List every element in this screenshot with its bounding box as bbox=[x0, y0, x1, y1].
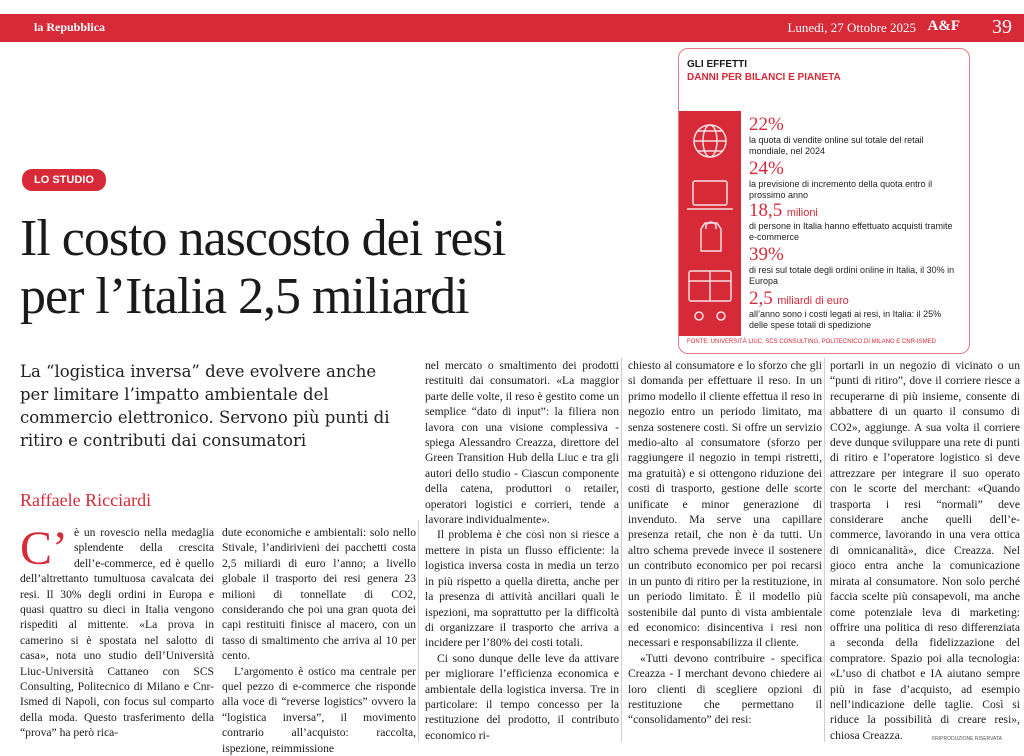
paragraph: «Tutti devono contribuire - specifica Creazza - I merchant devono chiedere ai loro clienti di scegliere opzioni di restituzione che permettano il “consolidamento” dei resi: bbox=[628, 651, 822, 727]
page-header bbox=[0, 14, 1024, 42]
stat-item bbox=[749, 115, 959, 157]
infographic-box bbox=[678, 48, 970, 354]
paragraph: Ci sono dunque delle leve da attivare per migliorare l’efficienza economica e ambientale della logistica inversa. Tre in particolare: il tempo concesso per la restituzione del prodotto, il contributo economico ri- bbox=[425, 651, 619, 742]
headline-line-1: Il costo nascosto dei resi bbox=[20, 210, 506, 267]
paragraph: Il problema è che così non si riesce a mettere in pista un flusso efficiente: la logistica inversa costa in media un terzo in più rispetto a quella diretta, anche per la presenza di attività ancillari quali le ispezioni, ma soprattutto per la difficoltà di organizzare il trasporto che arriva a incidere per l’80% dei costi totali. bbox=[425, 528, 619, 650]
stat-description: di resi sul totale degli ordini online in Italia, il 30% in Europa bbox=[749, 265, 955, 286]
stat-item bbox=[749, 245, 959, 287]
stat-value: 24% bbox=[749, 158, 784, 179]
paragraph: nel mercato o smaltimento dei prodotti restituiti dai consumatori. «La maggior parte delle volte, il reso è gestito come un semplice “dato di input”: la filiera non lavora con una visione complessiva - spiega Alessandro Creazza, direttore del Green Transition Hub della Liuc e tra gli autori dello studio - Ciascun componente della catena, produttori o retailer, operatori logistici e corrieri, tende a lavorare individualmente». bbox=[425, 359, 619, 527]
copyright-notice: ©RIPRODUZIONE RISERVATA bbox=[931, 736, 1002, 742]
stat-value: 2,5 bbox=[749, 288, 773, 309]
column-divider bbox=[824, 358, 825, 742]
paragraph: chiesto al consumatore e lo sforzo che gli si domanda per effettuare il reso. In un primo modello il cliente effettua il reso in negozio entro un periodo limitato, ma senza sostenere costi. Si offre un servizio medio-alto al consumatore (sforzo per raggiungere il negozio in tempi ristretti, ma gratuità) e si ottengono riduzione dei costi di trasporto, gestione delle scorte unificate e minor generazione di invenduto. Ma serve una capillare presenza retail, che non è da tutti. Un altro schema prevede invece il sostenere un contributo economico per poi recarsi in un punto di ritiro per la restituzione, in un periodo limitato. È il modello più sostenibile dal punto di vista ambientale ed economico: disincentiva i resi non necessari e responsabilizza il cliente. bbox=[628, 359, 822, 650]
stat-item bbox=[749, 289, 959, 331]
drop-cap: C’ bbox=[20, 522, 68, 575]
stat-value: 18,5 bbox=[749, 200, 783, 221]
stat-description: all’anno sono i costi legati ai resi, in Italia: il 25% delle spese totali di spedizione bbox=[749, 309, 942, 330]
article-column-1 bbox=[20, 522, 214, 741]
paragraph: portarli in un negozio di vicinato o un “punti di ritiro”, dove il corriere riesce a recuperarne di più insieme, consente di abbattere di un quarto il consumo di CO2», aggiunge. A sua volta il corriere deve dunque sviluppare una rete di punti di ritiro e l’operatore logistico si deve attrezzare per integrare il suo operato con le scorte del merchant: «Quando trasporta i resi “normali” deve considerare anche quelli dell’e-commerce, lavorando in una vera ottica di omnicanalità», dice Creazza. Nel gioco entra anche la comunicazione mirata al consumatore. Non solo perché faccia scelte più consapevoli, ma anche come potenziale leva di marketing: offrire una politica di reso differenziata a seconda della fidelizzazione del compratore. Spazio poi alla tecnologia: «L’uso di chatbot e IA aiutano sempre più in fase d’acquisto, ad esempio nell’indicazione delle taglie. Così si riduce la possibilità di creare resi», chiosa Creazza. bbox=[830, 359, 1020, 742]
paragraph: dute economiche e ambientali: solo nello Stivale, l’andirivieni dei pacchetti costa 2,5 miliardi di euro l’anno; a livello globale il trasporto dei resi genera 23 milioni di tonnellate di CO2, considerando che poi una gran quota dei capi restituiti finisce al macero, con un tasso di smaltimento che arriva al 10 per cento. bbox=[222, 526, 416, 663]
newspaper-brand: la Repubblica bbox=[34, 20, 106, 34]
section-tag: LO STUDIO bbox=[22, 169, 106, 191]
stat-value: 39% bbox=[749, 244, 784, 265]
shopping-bag-icon bbox=[701, 223, 721, 251]
column-divider bbox=[418, 520, 419, 742]
stat-description: la previsione di incremento della quota entro il prossimo anno bbox=[749, 179, 933, 200]
paragraph: L’argomento è ostico ma centrale per quel pezzo di e-commerce che risponde alla voce di “reverse logistics” ovvero la “logistica inversa”, il movimento contrario all’acquisto: raccolta, ispezione, reimmissione bbox=[222, 664, 416, 755]
issue-date: Lunedì, 27 Ottobre 2025 bbox=[787, 20, 916, 35]
stat-item bbox=[749, 201, 959, 243]
paragraph: è un rovescio nella medaglia splendente della crescita dell’e-commerce, ed è quello dell’altrettanto tumultuosa cavalcata dei resi. Il 30% degli ordini in Europa e quasi quattro su dieci in Italia vengono rispediti al mittente. «La prova in camerino si è spostata nel salotto di casa», nota uno studio dell’Università Liuc-Università Cattaneo con SCS Consulting, Politecnico di Milano e Cnr-Ismed di Napoli, con focus sul comparto della moda. Questo trasferimento della “prova” ha però rica- bbox=[20, 526, 214, 740]
article-column-5 bbox=[830, 358, 1020, 743]
cart-icon bbox=[695, 312, 703, 320]
subheadline: La “logistica inversa” deve evolvere anche per limitare l’impatto ambientale del commercio elettronico. Servono più punti di ritiro e contributi dai consumatori bbox=[20, 362, 390, 450]
infographic-illustration-panel bbox=[679, 111, 741, 336]
laptop-icon bbox=[693, 181, 727, 205]
headline bbox=[20, 210, 660, 326]
infographic-title: GLI EFFETTI bbox=[687, 59, 747, 70]
section-logo: A&F bbox=[927, 18, 960, 34]
stat-description: la quota di vendite online sul totale del retail mondiale, nel 2024 bbox=[749, 135, 924, 156]
author-byline: Raffaele Ricciardi bbox=[20, 490, 152, 510]
article-column-4 bbox=[628, 358, 822, 728]
page-number: 39 bbox=[992, 16, 1012, 38]
column-divider bbox=[621, 358, 622, 742]
stat-unit: miliardi di euro bbox=[777, 295, 849, 307]
infographic-source: FONTE: UNIVERSITÀ LIUC, SCS CONSULTING, POLITECNICO DI MILANO E CNR-ISMED bbox=[687, 339, 936, 345]
stat-item bbox=[749, 159, 959, 201]
stat-value: 22% bbox=[749, 114, 784, 135]
article-column-2 bbox=[222, 525, 416, 756]
stat-unit: milioni bbox=[786, 207, 818, 219]
stat-description: di persone in Italia hanno effettuato acquisti tramite e-commerce bbox=[749, 221, 953, 242]
ecommerce-illustration bbox=[679, 111, 741, 336]
headline-line-2: per l’Italia 2,5 miliardi bbox=[20, 268, 469, 325]
infographic-subtitle: DANNI PER BILANCI E PIANETA bbox=[687, 72, 841, 83]
article-column-3 bbox=[425, 358, 619, 743]
